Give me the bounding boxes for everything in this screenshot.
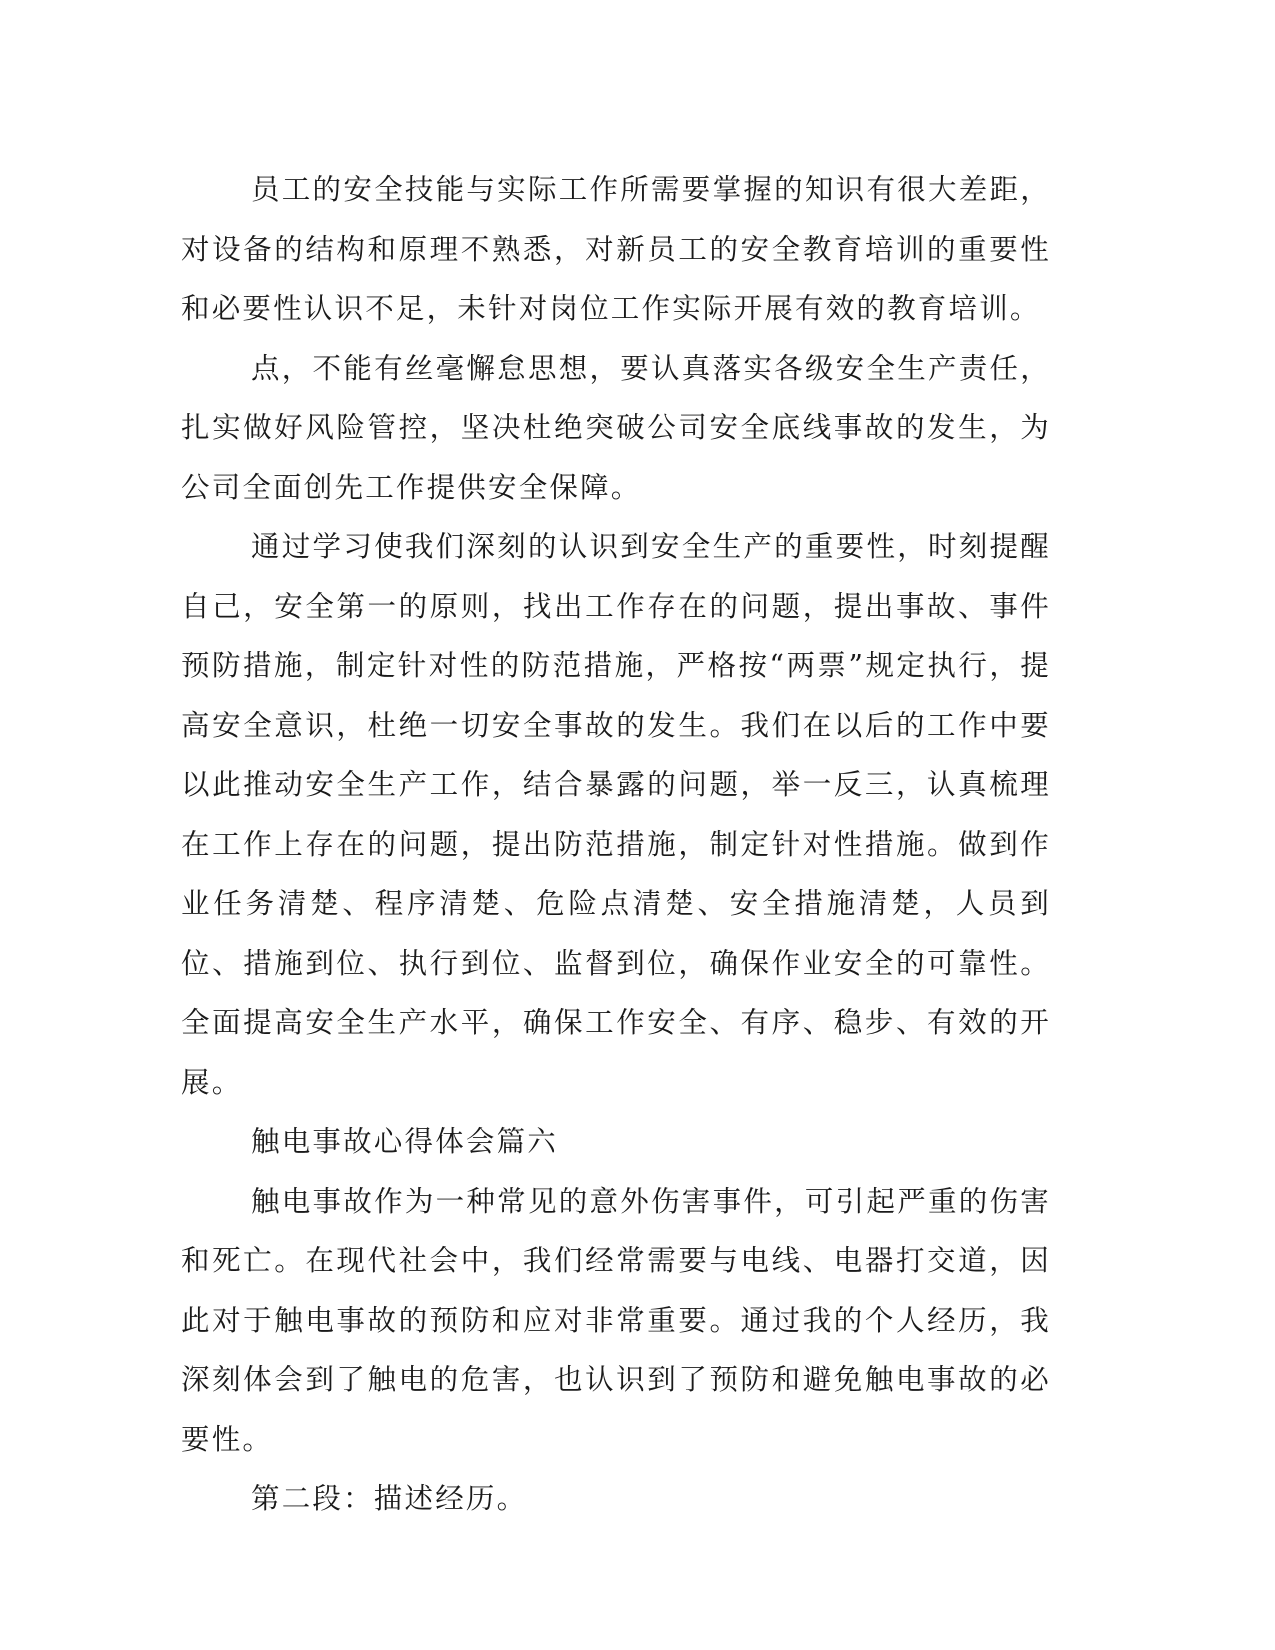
sub-heading: 第二段：描述经历。 <box>251 1482 528 1515</box>
document-page <box>181 160 1051 1529</box>
paragraph-safety-study: 通过学习使我们深刻的认识到安全生产的重要性，时刻提醒自己，安全第一的原则，找出工作存在的问题，提出事故、事件预防措施，制定针对性的防范措施，严格按“两票”规定执行，提高安全意识，杜绝一切安全事故的发生。我们在以后的工作中要以此推动安全生产工作，结合暴露的问题，举一反三，认真梳理在工作上存在的问题，提出防范措施，制定针对性措施。做到作业任务清楚、程序清楚、危险点清楚、安全措施清楚，人员到位、措施到位、执行到位、监督到位，确保作业安全的可靠性。全面提高安全生产水平，确保工作安全、有序、稳步、有效的开展。 <box>181 530 1051 1099</box>
section-title: 触电事故心得体会篇六 <box>251 1125 559 1158</box>
paragraph-electric-shock-intro: 触电事故作为一种常见的意外伤害事件，可引起严重的伤害和死亡。在现代社会中，我们经常需要与电线、电器打交道，因此对于触电事故的预防和应对非常重要。通过我的个人经历，我深刻体会到了触电的危害，也认识到了预防和避免触电事故的必要性。 <box>181 1184 1051 1456</box>
paragraph-training-gap: 员工的安全技能与实际工作所需要掌握的知识有很大差距，对设备的结构和原理不熟悉，对新员工的安全教育培训的重要性和必要性认识不足，未针对岗位工作实际开展有效的教育培训。 <box>181 173 1051 325</box>
paragraph-responsibility: 点，不能有丝毫懈怠思想，要认真落实各级安全生产责任，扎实做好风险管控，坚决杜绝突破公司安全底线事故的发生，为公司全面创先工作提供安全保障。 <box>181 351 1051 504</box>
